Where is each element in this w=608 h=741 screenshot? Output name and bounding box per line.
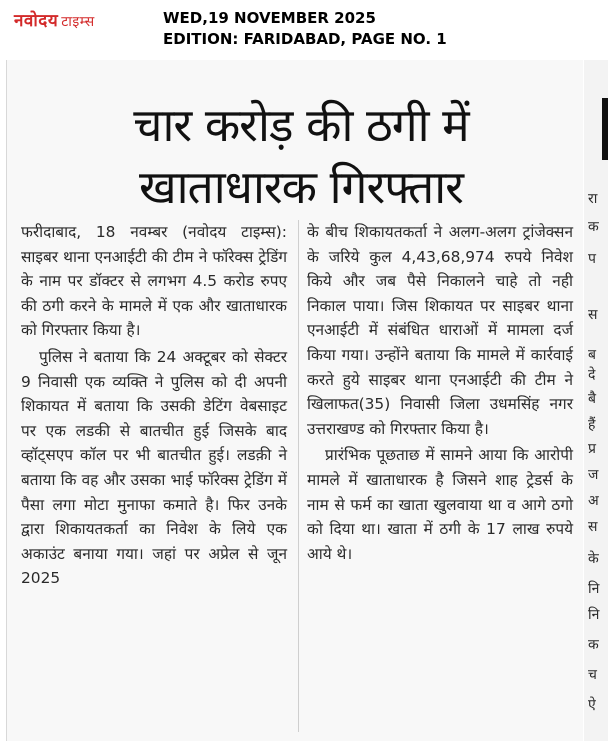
- adjacent-fragment: च: [588, 667, 597, 683]
- adjacent-fragment: बै: [588, 391, 596, 407]
- edition-date: WED,19 NOVEMBER 2025: [163, 9, 376, 27]
- logo-main: नवोदय: [14, 11, 59, 31]
- logo-sub: टाइम्स: [61, 14, 95, 30]
- adjacent-headline-fragment: [602, 98, 608, 160]
- adjacent-fragment: दे: [588, 367, 596, 383]
- edition-page: EDITION: FARIDABAD, PAGE NO. 1: [163, 30, 447, 48]
- adjacent-fragment: प: [588, 251, 596, 267]
- adjacent-fragment: प्र: [588, 441, 596, 457]
- column-1-paragraph-2: पुलिस ने बताया कि 24 अक्टूबर को सेक्टर 9 निवासी एक व्यक्ति ने पुलिस को दी अपनी शिकायत में बताया कि उसकी डेटिंग वेबसाइट पर एक लडकी से बातचीत हुई जिसके बाद व्हॉट्सएप कॉल पर भी बातचीत हुई। लडक़ी ने बताया कि वह और उसका भाई फॉरेक्स ट्रेडिंग में पैसा लगा मोटा मुनाफा कमाते है। फिर उनके द्वारा शिकायतकर्ता का निवेश के लिये एक अकाउंट बनाया गया। जहां पर अप्रेल से जून 2025: [21, 347, 287, 588]
- adjacent-fragment: ऐ: [588, 697, 596, 713]
- column-2-paragraph-2: प्रारंभिक पूछताछ में सामने आया कि आरोपी मामले में खाताधारक है जिसने शाह ट्रेडर्स के नाम से फर्म का खाता खुलवाया था व आगे ठगो को दिया था। खाता में ठगी के 17 लाख रुपये आये थे।: [307, 446, 573, 563]
- newspaper-logo: [14, 8, 95, 31]
- edition-info: [163, 8, 447, 50]
- adjacent-fragment: नि: [588, 607, 600, 623]
- column-divider: [298, 220, 299, 732]
- article-headline: [51, 94, 551, 218]
- adjacent-fragment: ज: [588, 467, 599, 483]
- news-article-clipping: [6, 60, 583, 741]
- adjacent-fragment: क: [588, 637, 599, 653]
- adjacent-article-edge: [584, 60, 608, 741]
- adjacent-fragment: के: [588, 551, 599, 567]
- adjacent-fragment: नि: [588, 581, 600, 597]
- headline-line-1: चार करोड़ की ठगी में: [133, 98, 469, 152]
- article-column-2: [307, 220, 573, 566]
- adjacent-fragment: हैं: [588, 417, 596, 433]
- masthead: [0, 0, 608, 56]
- headline-line-2: खाताधारक गिरफ्तार: [138, 160, 463, 214]
- column-2-paragraph-1: के बीच शिकायतकर्ता ने अलग-अलग ट्रांजेक्सन के जरिये कुल 4,43,68,974 रुपये निवेश किये और जब पैसे निकालने चाहे तो नही निकाल पाया। जिस शिकायत पर साइबर थाना एनआईटी में संबंधित धाराओं में मामला दर्ज किया गया। उन्होंने बताया कि मामले में कार्रवाई करते हुये साइबर थाना एनआईटी की टीम ने खिलाफत(35) निवासी जिला उधमसिंह नगर उत्तराखण्ड को गिरफ्तार किया है।: [307, 223, 573, 438]
- adjacent-fragment: क: [588, 219, 599, 235]
- adjacent-fragment: स: [588, 307, 598, 323]
- adjacent-fragment: स: [588, 519, 598, 535]
- article-column-1: [21, 220, 287, 591]
- adjacent-fragment: ब: [588, 347, 596, 363]
- adjacent-fragment: अ: [588, 493, 599, 509]
- adjacent-fragment: रा: [588, 191, 598, 207]
- column-1-paragraph-1: फरीदाबाद, 18 नवम्बर (नवोदय टाइम्स): साइबर थाना एनआईटी की टीम ने फॉरेक्स ट्रेडिंग के नाम पर डॉक्टर से लगभग 4.5 करोड रुपए की ठगी करने के मामले में एक और खाताधारक को गिरफ्तार किया है।: [21, 223, 287, 340]
